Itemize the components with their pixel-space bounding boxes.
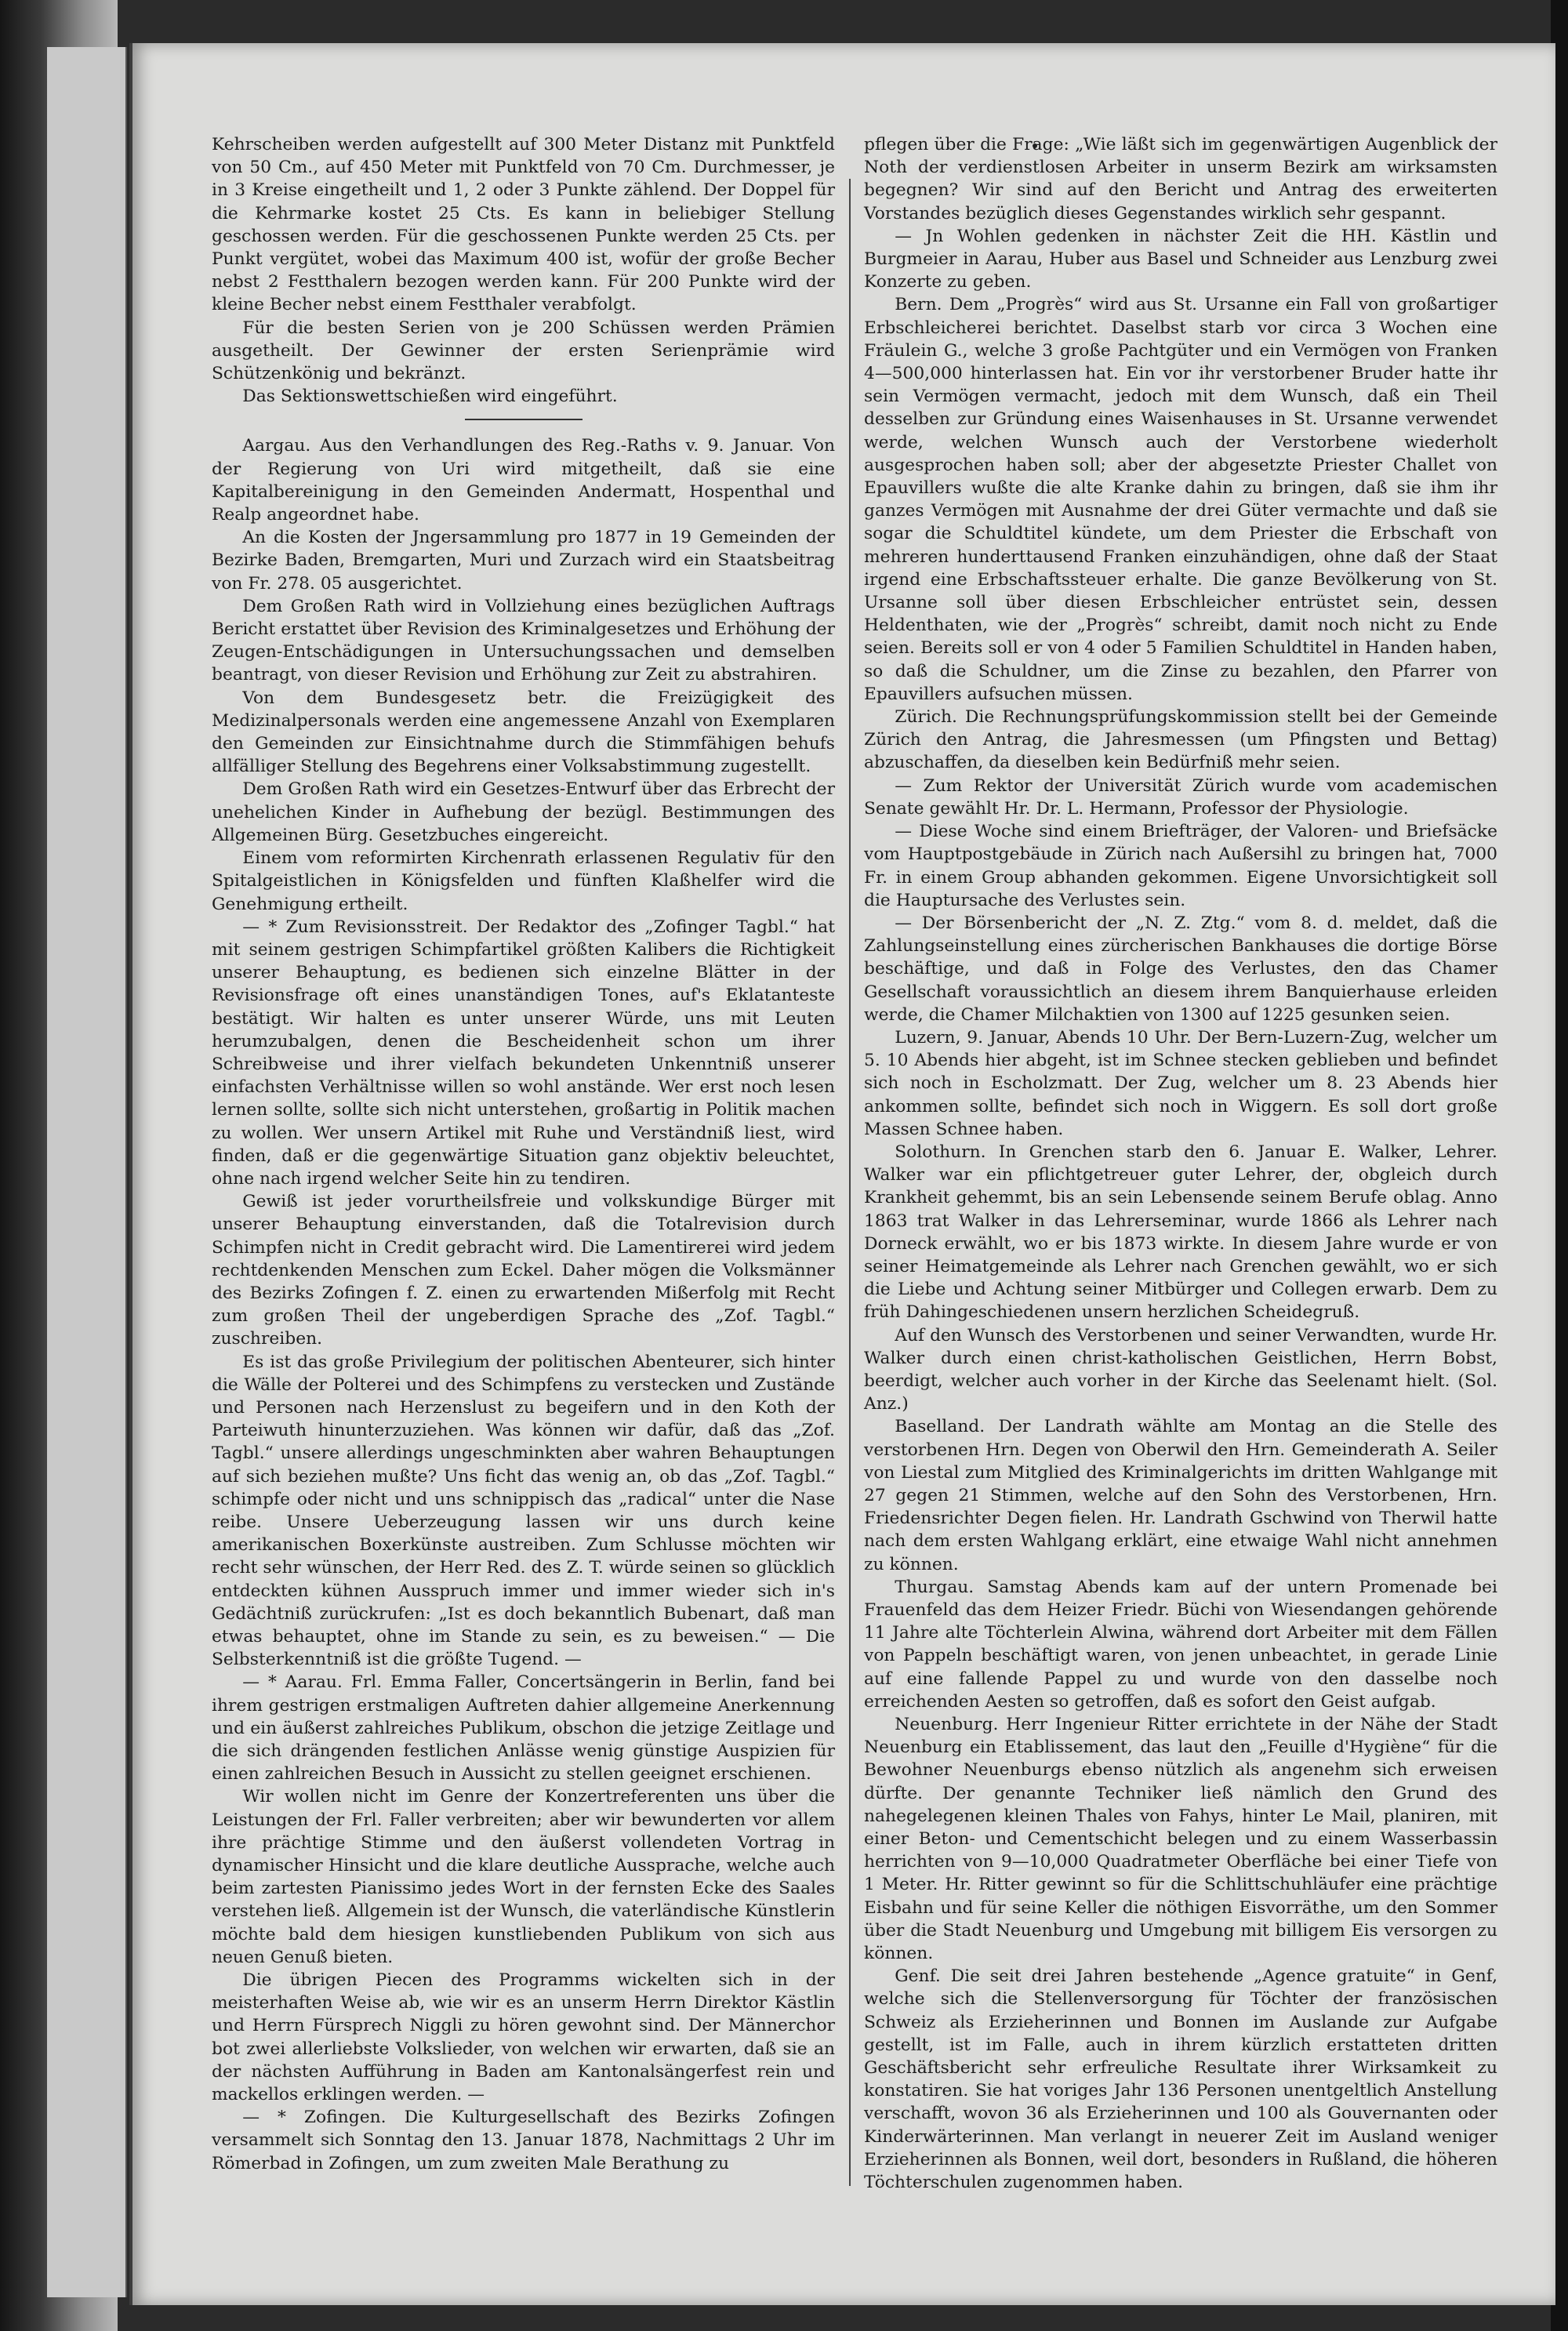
left-column xyxy=(212,133,835,2175)
article-paragraph: — * Zofingen. Die Kulturgesellschaft des Bezirks Zofingen versammelt sich Sonntag den 13. Januar 1878, Nachmittags 2 Uhr im Römerbad in Zofingen, um zum zweiten Male Berathung zu xyxy=(212,2108,835,2173)
article-paragraph: Zürich. Die Rechnungsprüfungskommission stellt bei der Gemeinde Zürich den Antrag, die Jahresmessen (um Pfingsten und Bettag) abzuschaffen, da dieselben kein Bedürfniß mehr seien. xyxy=(864,707,1497,773)
article-paragraph: — Der Börsenbericht der „N. Z. Ztg.“ vom 8. d. meldet, daß die Zahlungseinstellung eines zürcherischen Bankhauses die dortige Börse beschäftige, und daß in Folge des Verlustes, den das Chamer Gesellschaft voraussichtlich an diesem ihrem Banquierhause erleiden werde, die Chamer Milchaktien von 1300 auf 1225 gesunken seien. xyxy=(864,913,1497,1025)
article-paragraph: Es ist das große Privilegium der politischen Abenteurer, sich hinter die Wälle der Polterei und des Schimpfens zu verstecken und Zustände und Personen nach Herzenslust zu begeifern und in den Koth der Parteiwuth hinunterzuziehen. Was können wir dafür, daß das „Zof. Tagbl.“ unsere allerdings ungeschminkten aber wahren Behauptungen auf sich beziehen mußte? Uns ficht das wenig an, ob das „Zof. Tagbl.“ schimpfe oder nicht und uns schnippisch das „radical“ unter die Nase reibe. Unsere Ueberzeugung lassen wir uns durch keine amerikanischen Boxerkünste austreiben. Zum Schlusse möchten wir recht sehr wünschen, der Herr Red. des Z. T. würde seinen so glücklich entdeckten kühnen Ausspruch immer und immer wieder sich in's Gedächtniß zurückrufen: „Ist es doch bekanntlich Bubenart, daß man etwas behauptet, ohne im Stande zu sein, es zu beweisen.“ — Die Selbsterkenntniß ist die größte Tugend. — xyxy=(212,1352,835,1670)
article-paragraph: Dem Großen Rath wird ein Gesetzes-Entwurf über das Erbrecht der unehelichen Kinder in Aufhebung der bezügl. Bestimmungen des Allgemeinen Bürg. Gesetzbuches eingereicht. xyxy=(212,779,835,845)
article-paragraph: pflegen über die Frage: „Wie läßt sich im gegenwärtigen Augenblick der Noth der verdienstlosen Arbeiter in unserm Bezirk am wirksamsten begegnen? Wir sind auf den Bericht und Antrag des erweiterten Vorstandes bezüglich dieses Gegenstandes wirklich sehr gespannt. xyxy=(864,135,1497,223)
article-paragraph: — Zum Rektor der Universität Zürich wurde vom academischen Senate gewählt Hr. Dr. L. Hermann, Professor der Physiologie. xyxy=(864,775,1497,819)
article-paragraph: Genf. Die seit drei Jahren bestehende „Agence gratuite“ in Genf, welche sich die Stellenversorgung für Töchter der französischen Schweiz als Erzieherinnen und Bonnen im Auslande zur Aufgabe gestellt, ist im Falle, auch in ihrem kürzlich erstatteten dritten Geschäftsbericht sehr erfreuliche Resultate ihrer Wirksamkeit zu konstatiren. Sie hat voriges Jahr 136 Personen unentgeltlich Anstellung verschafft, wovon 36 als Erzieherinnen und 100 als Gouvernanten oder Kinderwärterinnen. Man verlangt in neuerer Zeit im Ausland weniger Erzieherinnen als Bonnen, weil dort, besonders in Rußland, die höheren Töchterschulen zugenommen haben. xyxy=(864,1966,1497,2193)
article-paragraph: — * Aarau. Frl. Emma Faller, Concertsängerin in Berlin, fand bei ihrem gestrigen erstmaligen Auftreten dahier allgemeine Anerkennung und ein äußerst zahlreiches Publikum, obschon die jetzige Zeitlage und die sich drängenden festlichen Anlässe wenig günstige Auspizien für einen zahlreichen Besuch in Aussicht zu stellen geeignet erschienen. xyxy=(212,1672,835,1785)
article-paragraph: Wir wollen nicht im Genre der Konzertreferenten uns über die Leistungen der Frl. Faller verbreiten; aber wir bewunderten vor allem ihre prächtige Stimme und den äußerst vollendeten Vortrag in dynamischer Hinsicht und die klare deutliche Aussprache, welche auch beim zartesten Pianissimo jedes Wort in der fernsten Ecke des Saales verstehen ließ. Allgemein ist der Wunsch, die vaterländische Künstlerin möchte bald dem hiesigen kunstliebenden Publikum von sich aus neuen Genuß bieten. xyxy=(212,1787,835,1967)
article-paragraph: Die übrigen Piecen des Programms wickelten sich in der meisterhaften Weise ab, wie wir es an unserm Herrn Direktor Kästlin und Herrn Fürsprech Niggli zu hören gewohnt sind. Der Männerchor bot zwei allerliebste Volkslieder, von welchen wir erwarten, daß sie an der nächsten Aufführung in Baden am Kantonalsängerfest rein und mackellos erklingen werden. — xyxy=(212,1970,835,2105)
article-paragraph: Für die besten Serien von je 200 Schüssen werden Prämien ausgetheilt. Der Gewinner der ersten Serienprämie wird Schützenkönig und bekränzt. xyxy=(212,318,835,384)
article-paragraph: — Jn Wohlen gedenken in nächster Zeit die HH. Kästlin und Burgmeier in Aarau, Huber aus Basel und Schneider aus Lenzburg zwei Konzerte zu geben. xyxy=(864,226,1497,292)
article-paragraph: Luzern, 9. Januar, Abends 10 Uhr. Der Bern-Luzern-Zug, welcher um 5. 10 Abends hier abgeht, ist im Schnee stecken geblieben und befindet sich noch in Escholzmatt. Der Zug, welcher um 8. 23 Abends hier ankommen sollte, befindet sich noch in Wiggern. Es soll dort große Massen Schnee haben. xyxy=(864,1027,1497,1139)
article-paragraph: — Diese Woche sind einem Briefträger, der Valoren- und Briefsäcke vom Hauptpostgebäude in Zürich nach Außersihl zu bringen hat, 7000 Fr. in einem Group abhanden gekommen. Eigene Unvorsichtigkeit soll die Hauptursache des Verlustes sein. xyxy=(864,822,1497,910)
article-paragraph: Gewiß ist jeder vorurtheilsfreie und volkskundige Bürger mit unserer Behauptung einverstanden, daß die Totalrevision durch Schimpfen nicht in Credit gebracht wird. Die Lamentirerei wird jedem rechtdenkenden Menschen zum Eckel. Daher mögen die Volksmänner des Bezirks Zofingen f. Z. einen zu erwartenden Mißerfolg mit Recht zum großen Theil der ungeberdigen Sprache des „Zof. Tagbl.“ zuschreiben. xyxy=(212,1192,835,1349)
article-paragraph: Bern. Dem „Progrès“ wird aus St. Ursanne ein Fall von großartiger Erbschleicherei berichtet. Daselbst starb vor circa 3 Wochen eine Fräulein G., welche 3 große Pachtgüter und ein Vermögen von Franken 4—500,000 hinterlassen hat. Ein vor ihr verstorbener Bruder hatte ihr sein Vermögen vermacht, jedoch mit dem Wunsch, daß ein Theil desselben zur Gründung eines Waisenhauses in St. Ursanne verwendet werde, welchen Wunsch auch der Verstorbene wiederholt ausgesprochen haben soll; aber der abgesetzte Priester Challet von Epauvillers wußte die alte Kranke dahin zu bringen, daß sie ihm ihr ganzes Vermögen mit Ausnahme der drei Güter vermachte und daß sie sogar die Schuldtitel kündete, um dem Priester die Erbschaft von mehreren hunderttausend Franken einzuhändigen, ohne daß der Staat irgend eine Erbschaftssteuer erhalte. Die ganze Bevölkerung von St. Ursanne soll über diesen Erbschleicher entrüstet sein, dessen Heldenthaten, wie der „Progrès“ schreibt, damit noch nicht zu Ende seien. Bereits soll er von 4 oder 5 Familien Schuldtitel in Handen haben, so daß die Schuldner, um die Zinse zu bezahlen, den Pfarrer von Epauvillers aufsuchen müssen. xyxy=(864,295,1497,704)
article-paragraph: An die Kosten der Jngersammlung pro 1877 in 19 Gemeinden der Bezirke Baden, Bremgarten, Muri und Zurzach wird ein Staatsbeitrag von Fr. 278. 05 ausgerichtet. xyxy=(212,528,835,594)
article-paragraph: Dem Großen Rath wird in Vollziehung eines bezüglichen Auftrags Bericht erstattet über Revision des Kriminalgesetzes und Erhöhung der Zeugen-Entschädigungen in Untersuchungssachen und demselben beantragt, von dieser Revision und Erhöhung zur Zeit zu abstrahiren. xyxy=(212,596,835,685)
column-rule xyxy=(849,179,851,2186)
article-paragraph: — * Zum Revisionsstreit. Der Redaktor des „Zofinger Tagbl.“ hat mit seinem gestrigen Schimpfartikel größten Kalibers die Richtigkeit unserer Behauptung, es bedienen sich einzelne Blätter in der Revisionsfrage oft eines unanständigen Tones, auf's Eklatanteste bestätigt. Wir halten es unter unserer Würde, uns mit Leuten herumzubalgen, denen die Bescheidenheit schon um ihrer Schreibweise und ihrer vielfach bekundeten Unkenntniß unserer einfachsten Verhältnisse willen so wohl anstände. Wer erst noch lesen lernen sollte, sollte sich nicht unterstehen, großartig in Politik machen zu wollen. Wer unsern Artikel mit Ruhe und Verständniß liest, wird finden, daß er die gegenwärtige Situation ganz objektiv beleuchtet, ohne nach irgend welcher Seite hin zu tendiren. xyxy=(212,917,835,1189)
article-paragraph: Baselland. Der Landrath wählte am Montag an die Stelle des verstorbenen Hrn. Degen von Oberwil den Hrn. Gemeinderath A. Seiler von Liestal zum Mitglied des Kriminalgerichts im dritten Wahlgange mit 27 gegen 21 Stimmen, welche auf den Sohn des Verstorbenen, Hrn. Friedensrichter Degen fielen. Hr. Landrath Gschwind von Therwil hatte nach dem ersten Wahlgang erklärt, eine etwaige Wahl nicht annehmen zu können. xyxy=(864,1417,1497,1574)
article-paragraph: Von dem Bundesgesetz betr. die Freizügigkeit des Medizinalpersonals werden eine angemessene Anzahl von Exemplaren den Gemeinden zur Einsichtnahme durch die Stimmfähigen behufs allfälliger Stellung des Begehrens einer Volksabstimmung zugestellt. xyxy=(212,688,835,777)
article-paragraph: Einem vom reformirten Kirchenrath erlassenen Regulativ für den Spitalgeistlichen in Königsfelden und fünften Klaßhelfer wird die Genehmigung ertheilt. xyxy=(212,848,835,914)
article-paragraph: Neuenburg. Herr Ingenieur Ritter errichtete in der Nähe der Stadt Neuenburg ein Etablissement, das laut den „Feuille d'Hygiène“ für die Bewohner Neuenburgs ebenso nützlich als angenehm sich erweisen dürfte. Der genannte Techniker ließ nämlich den Grund des nahegelegenen kleinen Thales von Fahys, hinter Le Mail, planiren, mit einer Beton- und Cementschicht belegen und zu einem Wasserbassin herrichten von 9—10,000 Quadratmeter Oberfläche bei einer Tiefe von 1 Meter. Hr. Ritter gewinnt so für die Schlittschuhläufer eine prächtige Eisbahn und für seine Keller die nöthigen Eisvorräthe, um den Sommer über die Stadt Neuenburg und Umgebung mit billigem Eis versorgen zu können. xyxy=(864,1715,1497,1964)
article-paragraph: Das Sektionswettschießen wird eingeführt. xyxy=(242,387,618,407)
article-paragraph: Kehrscheiben werden aufgestellt auf 300 Meter Distanz mit Punktfeld von 50 Cm., auf 450 Meter mit Punktfeld von 70 Cm. Durchmesser, je in 3 Kreise eingetheilt und 1, 2 oder 3 Punkte zählend. Der Doppel für die Kehrmarke kostet 25 Cts. Es kann in beliebiger Stellung geschossen werden. Für die geschossenen Punkte werden 25 Cts. per Punkt vergütet, wobei das Maximum 400 ist, wofür der große Becher nebst 2 Festthalern bezogen werden kann. Für 200 Punkte wird der kleine Becher nebst einem Festthaler verabfolgt. xyxy=(212,135,835,315)
article-paragraph: Solothurn. In Grenchen starb den 6. Januar E. Walker, Lehrer. Walker war ein pflichtgetreuer guter Lehrer, der, obgleich durch Krankheit gehemmt, bis an sein Lebensende seinem Berufe oblag. Anno 1863 trat Walker in das Lehrerseminar, wurde 1866 als Lehrer nach Dorneck erwählt, wo er bis 1873 wirkte. In diesem Jahre wurde er von seiner Heimatgemeinde als Lehrer nach Grenchen gewählt, wo er sich die Liebe und Achtung seiner Mitbürger und Collegen erwarb. Dem zu früh Dahingeschiedenen unsern herzlichen Scheidegruß. xyxy=(864,1142,1497,1323)
article-paragraph: Thurgau. Samstag Abends kam auf der untern Promenade bei Frauenfeld das dem Heizer Friedr. Büchi von Wiesendangen gehörende 11 Jahre alte Töchterlein Alwina, während dort Arbeiter mit dem Fällen von Pappeln beschäftigt waren, von jenen unbeachtet, in gerade Linie auf eine fallende Pappel zu und wurde von den dasselbe noch erreichenden Aesten so getroffen, daß es sofort den Geist aufgab. xyxy=(864,1577,1497,1712)
right-column xyxy=(864,133,1497,2194)
previous-page-edge xyxy=(47,47,127,2297)
article-paragraph: Aargau. Aus den Verhandlungen des Reg.-Raths v. 9. Januar. Von der Regierung von Uri wird mitgetheilt, daß sie eine Kapitalbereinigung in den Gemeinden Andermatt, Hospenthal und Realp angeordnet habe. xyxy=(212,436,835,525)
section-separator xyxy=(465,419,583,420)
article-paragraph: Auf den Wunsch des Verstorbenen und seiner Verwandten, wurde Hr. Walker durch einen christ-katholischen Geistlichen, Herrn Bobst, beerdigt, welcher auch vorher in der Kirche das Seelenamt hielt. (Sol. Anz.) xyxy=(864,1325,1497,1414)
